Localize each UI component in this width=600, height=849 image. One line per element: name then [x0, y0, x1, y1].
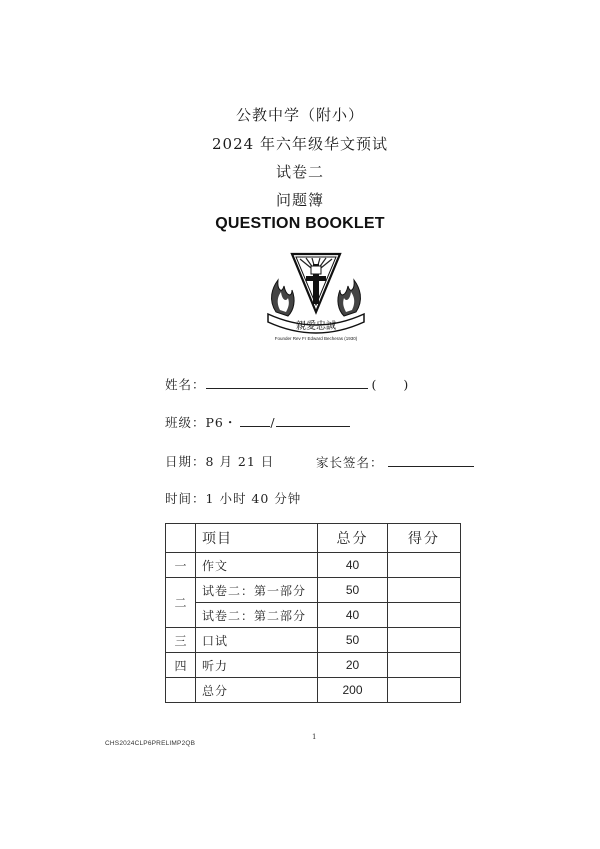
table-row [166, 628, 461, 653]
row-score-cell[interactable] [388, 553, 461, 578]
row-item: 听力 [196, 653, 318, 678]
name-label: 姓名： [165, 377, 206, 392]
svg-text:親愛忠誠: 親愛忠誠 [296, 321, 336, 332]
row-item: 试卷二：第二部分 [196, 603, 318, 628]
date-field-row [165, 454, 274, 470]
row-item: 作文 [196, 553, 318, 578]
class-label: 班级： [165, 415, 206, 430]
page-number: 1 [312, 733, 317, 741]
row-score-cell[interactable] [388, 578, 461, 603]
row-item: 口试 [196, 628, 318, 653]
row-total: 20 [318, 653, 388, 678]
row-section: 四 [166, 653, 196, 678]
parent-sign-input-line[interactable] [388, 454, 474, 467]
document-code: CHS2024CLP6PRELIMP2QB [105, 740, 196, 747]
row-score-cell[interactable] [388, 678, 461, 703]
time-label: 时间： [165, 491, 206, 506]
parent-sign-label: 家长签名： [316, 455, 384, 470]
table-row [166, 653, 461, 678]
booklet-title-en: QUESTION BOOKLET [215, 215, 385, 232]
row-score-cell[interactable] [388, 603, 461, 628]
row-section: 三 [166, 628, 196, 653]
date-label: 日期： [165, 454, 206, 469]
row-item: 总分 [196, 678, 318, 703]
table-row [166, 603, 461, 628]
row-item: 试卷二：第一部分 [196, 578, 318, 603]
header-item: 项目 [196, 524, 318, 553]
class-number-input-line[interactable] [240, 414, 270, 427]
header-score: 得分 [388, 524, 461, 553]
name-paren-open: ( [371, 377, 378, 392]
row-total: 40 [318, 553, 388, 578]
exam-title: 2024 年六年级华文预试 [212, 135, 388, 153]
table-header-row [166, 524, 461, 553]
booklet-title-cn: 问题簿 [275, 191, 324, 209]
time-value: 1 小时 40 分钟 [205, 491, 302, 506]
class-name-input-line[interactable] [276, 414, 350, 427]
header-total: 总分 [318, 524, 388, 553]
parent-sign-row [316, 454, 474, 471]
row-section: 二 [166, 578, 196, 628]
score-table [165, 523, 461, 703]
row-score-cell[interactable] [388, 653, 461, 678]
class-separator: / [270, 415, 276, 430]
header-section [166, 524, 196, 553]
row-total: 40 [318, 603, 388, 628]
time-field-row [165, 491, 301, 507]
class-prefix: P6・ [205, 415, 238, 430]
row-section [166, 678, 196, 703]
row-score-cell[interactable] [388, 628, 461, 653]
class-field-row [165, 414, 350, 431]
table-row [166, 553, 461, 578]
school-crest-icon [262, 250, 370, 342]
name-field-row [165, 376, 409, 393]
table-row-total [166, 678, 461, 703]
name-paren-close: ) [403, 377, 410, 392]
row-total: 200 [318, 678, 388, 703]
date-value: 8 月 21 日 [205, 454, 275, 469]
row-total: 50 [318, 628, 388, 653]
svg-text:Founder Rev Fr Edward Becheras: Founder Rev Fr Edward Becheras (1930) [274, 336, 358, 341]
table-row [166, 578, 461, 603]
school-name: 公教中学（附小） [235, 106, 364, 124]
row-total: 50 [318, 578, 388, 603]
name-input-line[interactable] [206, 376, 368, 389]
row-section: 一 [166, 553, 196, 578]
paper-title: 试卷二 [275, 163, 324, 181]
